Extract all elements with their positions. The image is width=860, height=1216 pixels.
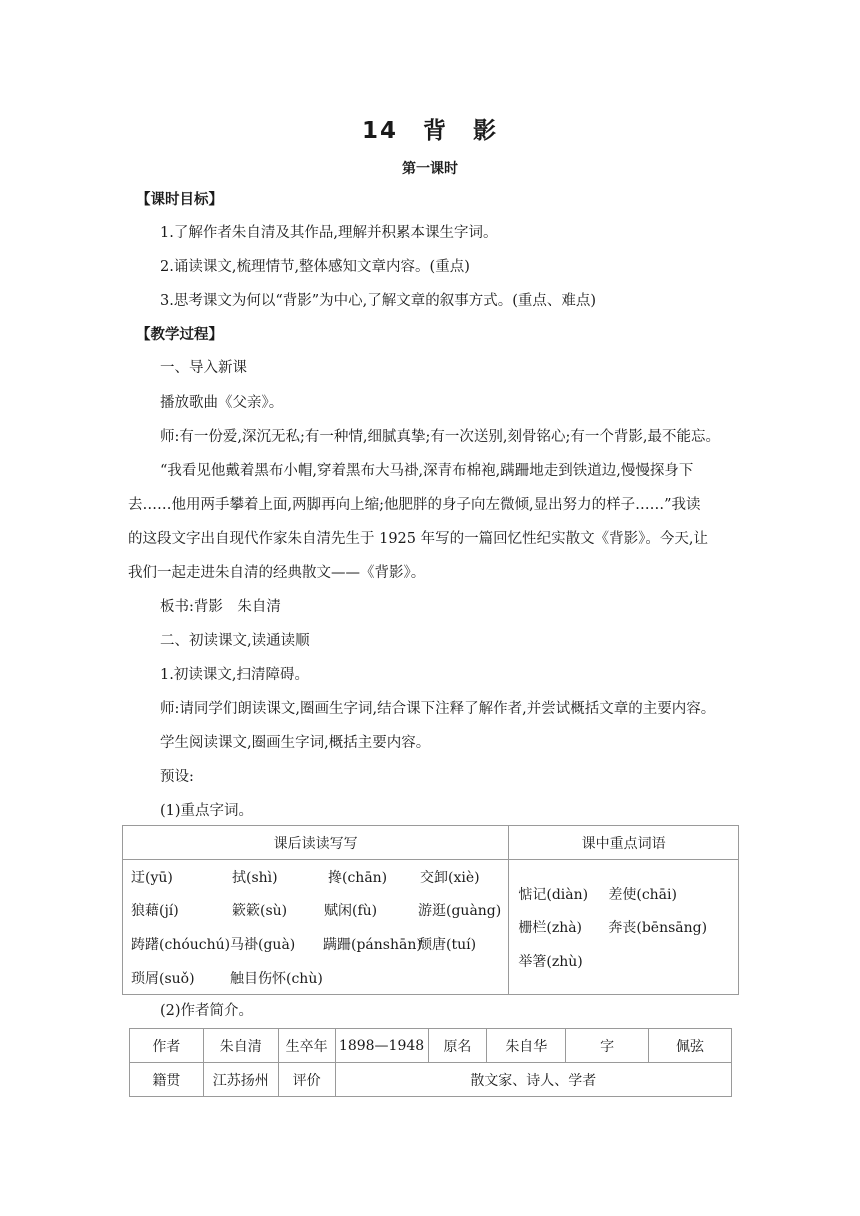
vocab-word: 交卸(xiè) <box>420 870 480 886</box>
vocab-word: 拭(shì) <box>232 870 278 886</box>
goal-item-2: 2.诵读课文,梳理情节,整体感知文章内容。(重点) <box>160 259 470 275</box>
vocab-left-cell <box>123 860 509 995</box>
quote-line-1: “我看见他戴着黑布小帽,穿着黑布大马褂,深青布棉袍,蹒跚地走到铁道边,慢慢探身下 <box>160 463 694 479</box>
author-row-2 <box>130 1063 732 1097</box>
student-activity: 学生阅读课文,圈画生字词,概括主要内容。 <box>160 735 431 751</box>
section-2-heading: 二、初读课文,读通读顺 <box>160 633 310 649</box>
hometown-value: 江苏扬州 <box>203 1063 278 1097</box>
goals-heading: 【课时目标】 <box>136 192 223 208</box>
vocab-word: 迂(yū) <box>131 870 173 886</box>
lifespan-label: 生卒年 <box>278 1029 335 1063</box>
original-name-label: 原名 <box>428 1029 487 1063</box>
courtesy-name-value: 佩弦 <box>649 1029 732 1063</box>
step-1: 1.初读课文,扫清障碍。 <box>160 667 309 683</box>
vocab-header-left: 课后读读写写 <box>123 826 509 860</box>
lifespan-value: 1898—1948 <box>335 1029 428 1063</box>
quote-line-2: 去……他用两手攀着上面,两脚再向上缩;他肥胖的身子向左微倾,显出努力的样子……”我读 <box>128 497 701 513</box>
key-words-label: (1)重点字词。 <box>160 803 254 819</box>
vocab-word: 蹒跚(pánshān) <box>323 937 422 953</box>
author-value: 朱自清 <box>203 1029 278 1063</box>
vocab-table <box>122 825 739 995</box>
vocab-word: 差使(chāi) <box>608 887 677 903</box>
quote-line-3: 的这段文字出自现代作家朱自清先生于 1925 年写的一篇回忆性纪实散文《背影》。今天,让 <box>128 531 708 547</box>
teacher-intro: 师:有一份爱,深沉无私;有一种情,细腻真挚;有一次送别,刻骨铭心;有一个背影,最不能忘。 <box>160 429 720 445</box>
vocab-word: 马褂(guà) <box>230 937 296 953</box>
vocab-word: 触目伤怀(chù) <box>230 971 323 987</box>
goal-item-3: 3.思考课文为何以“背影”为中心,了解文章的叙事方式。(重点、难点) <box>160 293 597 309</box>
author-label: 作者 <box>130 1029 204 1063</box>
vocab-word: 琐屑(suǒ) <box>131 971 195 987</box>
vocab-word: 踌躇(chóuchú) <box>131 937 231 953</box>
preset-label: 预设: <box>160 769 194 785</box>
evaluation-value: 散文家、诗人、学者 <box>335 1063 731 1097</box>
vocab-word: 搀(chān) <box>328 870 388 886</box>
vocab-header-right: 课中重点词语 <box>509 826 739 860</box>
author-table <box>129 1028 732 1097</box>
hometown-label: 籍贯 <box>130 1063 204 1097</box>
process-heading: 【教学过程】 <box>136 327 223 343</box>
vocab-word: 奔丧(bēnsāng) <box>608 920 708 936</box>
vocab-right-cell <box>509 860 739 995</box>
lesson-subtitle: 第一课时 <box>402 161 458 177</box>
vocab-word: 栅栏(zhà) <box>518 920 583 936</box>
courtesy-name-label: 字 <box>566 1029 649 1063</box>
vocab-word: 游逛(guàng) <box>418 903 502 919</box>
vocab-word: 狼藉(jí) <box>131 903 179 919</box>
song-line: 播放歌曲《父亲》。 <box>160 395 284 411</box>
goal-item-1: 1.了解作者朱自清及其作品,理解并积累本课生字词。 <box>160 225 498 241</box>
quote-line-4: 我们一起走进朱自清的经典散文——《背影》。 <box>128 565 426 581</box>
lesson-title: 14 背 影 <box>361 118 498 144</box>
vocab-word: 簌簌(sù) <box>232 903 288 919</box>
author-row-1 <box>130 1029 732 1063</box>
original-name-value: 朱自华 <box>487 1029 566 1063</box>
section-1-heading: 一、导入新课 <box>160 360 247 376</box>
vocab-word: 赋闲(fù) <box>324 903 378 919</box>
vocab-word: 惦记(diàn) <box>518 887 589 903</box>
board-writing: 板书:背影 朱自清 <box>160 599 281 615</box>
vocab-word: 颓唐(tuí) <box>418 937 477 953</box>
evaluation-label: 评价 <box>278 1063 335 1097</box>
vocab-word: 举箸(zhù) <box>518 954 583 970</box>
author-intro-label: (2)作者简介。 <box>160 1003 254 1019</box>
teacher-instruction: 师:请同学们朗读课文,圈画生字词,结合课下注释了解作者,并尝试概括文章的主要内容。 <box>160 701 716 717</box>
